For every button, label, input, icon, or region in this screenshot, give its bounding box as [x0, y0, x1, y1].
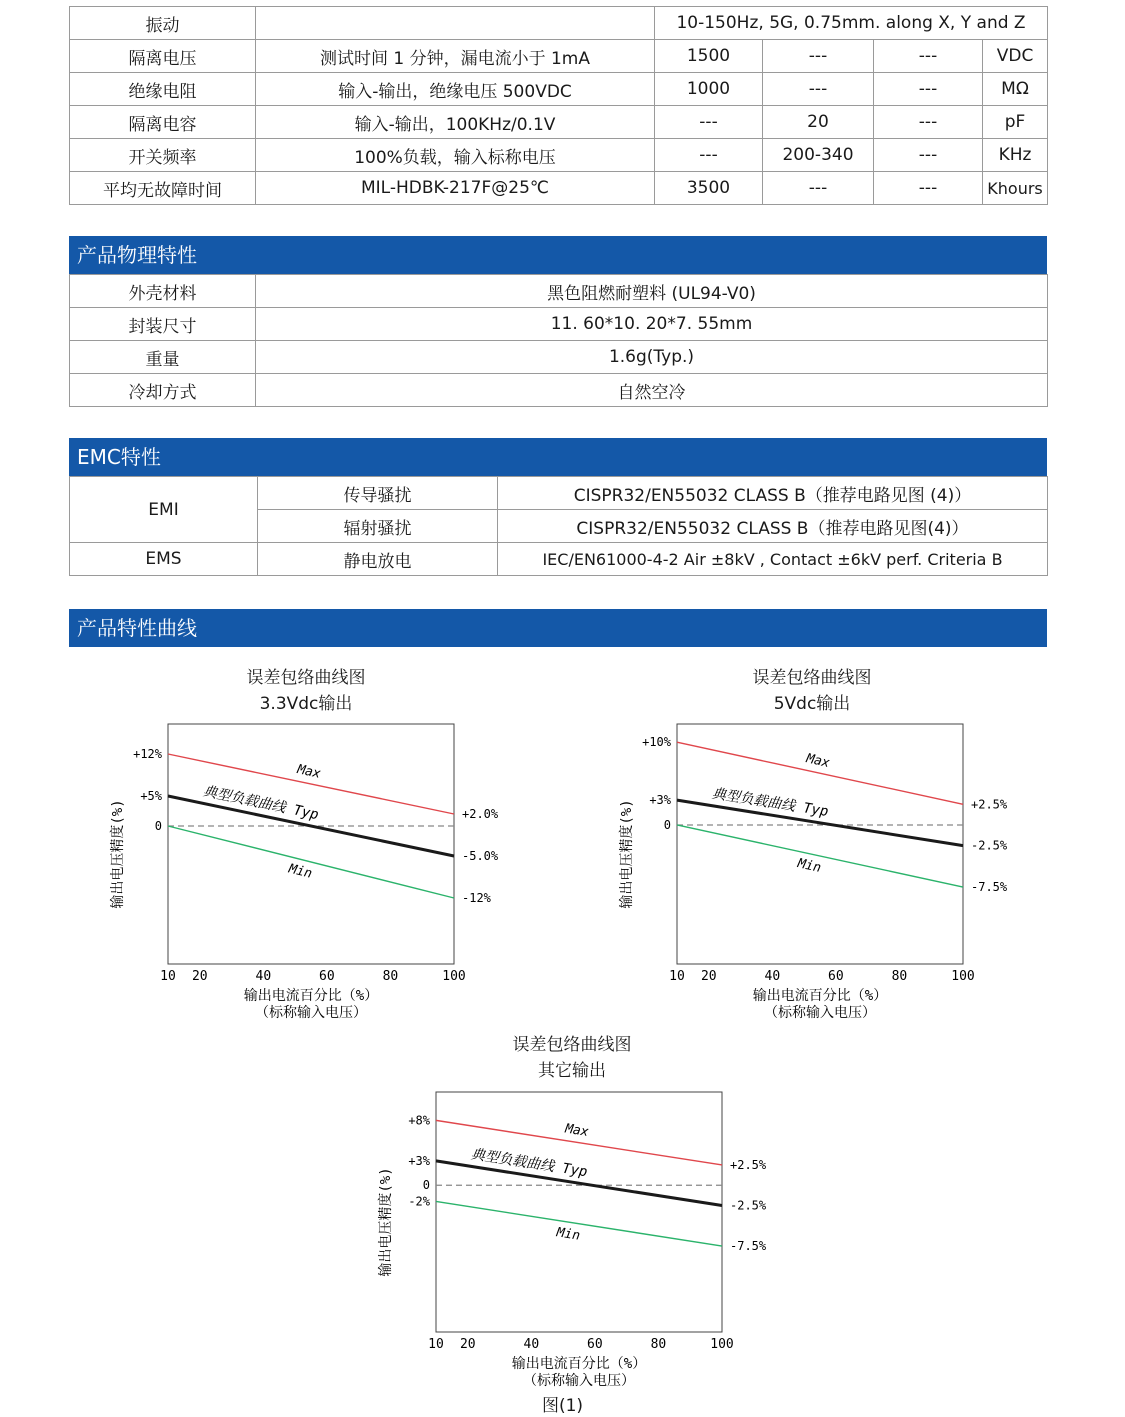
value-cell: 1.6g(Typ.) [256, 341, 1048, 374]
typ-cell: 20 [763, 106, 874, 139]
figure-caption: 图(1) [541, 1396, 584, 1416]
param-label: 外壳材料 [70, 275, 256, 308]
table-row [70, 374, 1048, 407]
physical-section-header: 产品物理特性 [69, 236, 1047, 274]
param-label: 绝缘电阻 [70, 73, 256, 106]
table-row [70, 341, 1048, 374]
unit-cell: MΩ [983, 73, 1048, 106]
chart-subtitle: 其它输出 [538, 1061, 606, 1081]
emc-item: 辐射骚扰 [258, 510, 498, 543]
x-tick-label: 20 [700, 969, 717, 984]
emc-section-header: EMC特性 [69, 438, 1047, 476]
y-zero-label: 0 [663, 817, 671, 832]
x-tick-label: 100 [442, 969, 466, 984]
x-axis-title: 输出电流百分比（%） [752, 988, 888, 1004]
emc-value: IEC/EN61000-4-2 Air ±8kV , Contact ±6kV perf. Criteria B [498, 543, 1048, 576]
x-tick-label: 10 [428, 1337, 444, 1352]
y-zero-label: 0 [154, 819, 162, 833]
y-left-label: +8% [408, 1113, 430, 1128]
series-label: Max [295, 762, 322, 782]
x-tick-label: 20 [191, 969, 208, 984]
min-cell: --- [655, 139, 763, 172]
typ-cell: 200-340 [763, 139, 874, 172]
y-right-label: -7.5% [971, 880, 1008, 895]
x-tick-label: 40 [523, 1337, 540, 1352]
series-label: Max [564, 1121, 590, 1141]
min-line [168, 826, 454, 898]
chart-subtitle: 5Vdc输出 [773, 694, 851, 714]
unit-cell: Khours [983, 172, 1048, 205]
ems-label: EMS [70, 543, 258, 576]
series-label: 典型负载曲线 Typ [469, 1146, 589, 1181]
table-row [70, 40, 1048, 73]
curves-section-header: 产品特性曲线 [69, 609, 1047, 647]
plot-frame [168, 724, 454, 964]
y-axis-title: 输出电压精度(%) [619, 799, 635, 909]
unit-cell: KHz [983, 139, 1048, 172]
y-right-label: -12% [462, 891, 491, 905]
y-axis-title: 输出电压精度(%) [378, 1167, 394, 1277]
min-cell: 3500 [655, 172, 763, 205]
y-right-label: +2.0% [462, 807, 499, 821]
max-cell: --- [874, 40, 983, 73]
series-label: 典型负载曲线 Typ [710, 785, 830, 821]
y-left-label: -2% [408, 1194, 430, 1209]
y-left-label: +10% [642, 735, 671, 750]
condition-cell: 测试时间 1 分钟，漏电流小于 1mA [256, 40, 655, 73]
error-envelope-chart-5v [609, 718, 1029, 1028]
emc-value: CISPR32/EN55032 CLASS B（推荐电路见图(4)） [498, 510, 1048, 543]
y-left-label: +12% [133, 747, 162, 761]
series-label: Max [804, 751, 831, 772]
min-line [677, 825, 963, 887]
x-tick-label: 100 [951, 969, 975, 984]
x-axis-title: 输出电流百分比（%） [243, 988, 379, 1004]
x-axis-title: 输出电流百分比（%） [511, 1356, 647, 1372]
param-label: 重量 [70, 341, 256, 374]
x-axis-subtitle: （标称输入电压） [523, 1373, 635, 1389]
x-tick-label: 80 [891, 969, 908, 984]
param-label: 平均无故障时间 [70, 172, 256, 205]
max-cell: --- [874, 73, 983, 106]
y-left-label: +3% [408, 1153, 430, 1168]
typ-cell: --- [763, 73, 874, 106]
unit-cell: pF [983, 106, 1048, 139]
table-row [70, 543, 1048, 576]
chart-title-line: 误差包络曲线图 [512, 1035, 632, 1055]
chart-title-line: 误差包络曲线图 [246, 668, 366, 688]
series-label: 典型负载曲线 Typ [201, 783, 320, 824]
x-tick-label: 20 [459, 1337, 476, 1352]
x-axis-subtitle: （标称输入电压） [255, 1005, 367, 1021]
table-row [70, 275, 1048, 308]
chart-title [712, 665, 912, 717]
min-cell: --- [655, 106, 763, 139]
chart-title-line: 误差包络曲线图 [752, 668, 872, 688]
value-cell: 11. 60*10. 20*7. 55mm [256, 308, 1048, 341]
chart-title [472, 1032, 672, 1084]
condition-cell: 输入-输出，100KHz/0.1V [256, 106, 655, 139]
table-row [70, 308, 1048, 341]
table-row [70, 172, 1048, 205]
table-row [70, 139, 1048, 172]
x-tick-label: 60 [587, 1337, 603, 1352]
y-axis-title: 输出电压精度(%) [110, 799, 126, 909]
table-row [70, 106, 1048, 139]
y-right-label: -7.5% [730, 1239, 767, 1254]
emc-value: CISPR32/EN55032 CLASS B（推荐电路见图 (4)） [498, 477, 1048, 510]
typ-cell: --- [763, 172, 874, 205]
x-axis-subtitle: （标称输入电压） [764, 1005, 876, 1021]
physical-spec-table [69, 274, 1048, 407]
max-cell: --- [874, 106, 983, 139]
param-label: 冷却方式 [70, 374, 256, 407]
min-cell: 1500 [655, 40, 763, 73]
x-tick-label: 10 [160, 969, 176, 984]
param-label: 隔离电容 [70, 106, 256, 139]
value-cell: 黑色阻燃耐塑料 (UL94-V0) [256, 275, 1048, 308]
x-tick-label: 40 [764, 969, 781, 984]
x-tick-label: 80 [382, 969, 399, 984]
y-right-label: -5.0% [462, 849, 499, 863]
max-cell: --- [874, 172, 983, 205]
param-label: 隔离电压 [70, 40, 256, 73]
y-right-label: +2.5% [730, 1157, 767, 1172]
y-left-label: +3% [649, 793, 671, 808]
condition-cell: 输入-输出，绝缘电压 500VDC [256, 73, 655, 106]
table-row [70, 477, 1048, 510]
y-right-label: -2.5% [971, 838, 1008, 853]
isolation-spec-table [69, 6, 1048, 205]
chart-subtitle: 3.3Vdc输出 [259, 694, 353, 714]
x-tick-label: 60 [319, 969, 335, 984]
table-row [70, 73, 1048, 106]
x-tick-label: 10 [669, 969, 685, 984]
unit-cell: VDC [983, 40, 1048, 73]
emc-item: 静电放电 [258, 543, 498, 576]
value-cell: 自然空冷 [256, 374, 1048, 407]
condition-cell [256, 7, 655, 40]
max-cell: --- [874, 139, 983, 172]
emi-label: EMI [70, 477, 258, 543]
min-cell: 1000 [655, 73, 763, 106]
error-envelope-chart-3v3 [100, 718, 520, 1028]
y-right-label: +2.5% [971, 797, 1008, 812]
emc-item: 传导骚扰 [258, 477, 498, 510]
value-cell: 10-150Hz, 5G, 0.75mm. along X, Y and Z [655, 7, 1048, 40]
y-left-label: +5% [140, 789, 162, 803]
param-label: 封装尺寸 [70, 308, 256, 341]
condition-cell: MIL-HDBK-217F@25℃ [256, 172, 655, 205]
series-label: Min [796, 856, 823, 876]
condition-cell: 100%负载，输入标称电压 [256, 139, 655, 172]
x-tick-label: 60 [828, 969, 844, 984]
error-envelope-chart-other [368, 1086, 788, 1391]
y-zero-label: 0 [422, 1178, 430, 1193]
x-tick-label: 80 [650, 1337, 667, 1352]
x-tick-label: 100 [710, 1337, 734, 1352]
param-label: 振动 [70, 7, 256, 40]
param-label: 开关频率 [70, 139, 256, 172]
emc-spec-table [69, 476, 1048, 576]
typ-cell: --- [763, 40, 874, 73]
x-tick-label: 40 [255, 969, 272, 984]
chart-title [206, 665, 406, 717]
table-row [70, 7, 1048, 40]
series-label: Min [287, 861, 314, 882]
series-label: Min [555, 1225, 582, 1244]
y-right-label: -2.5% [730, 1198, 767, 1213]
